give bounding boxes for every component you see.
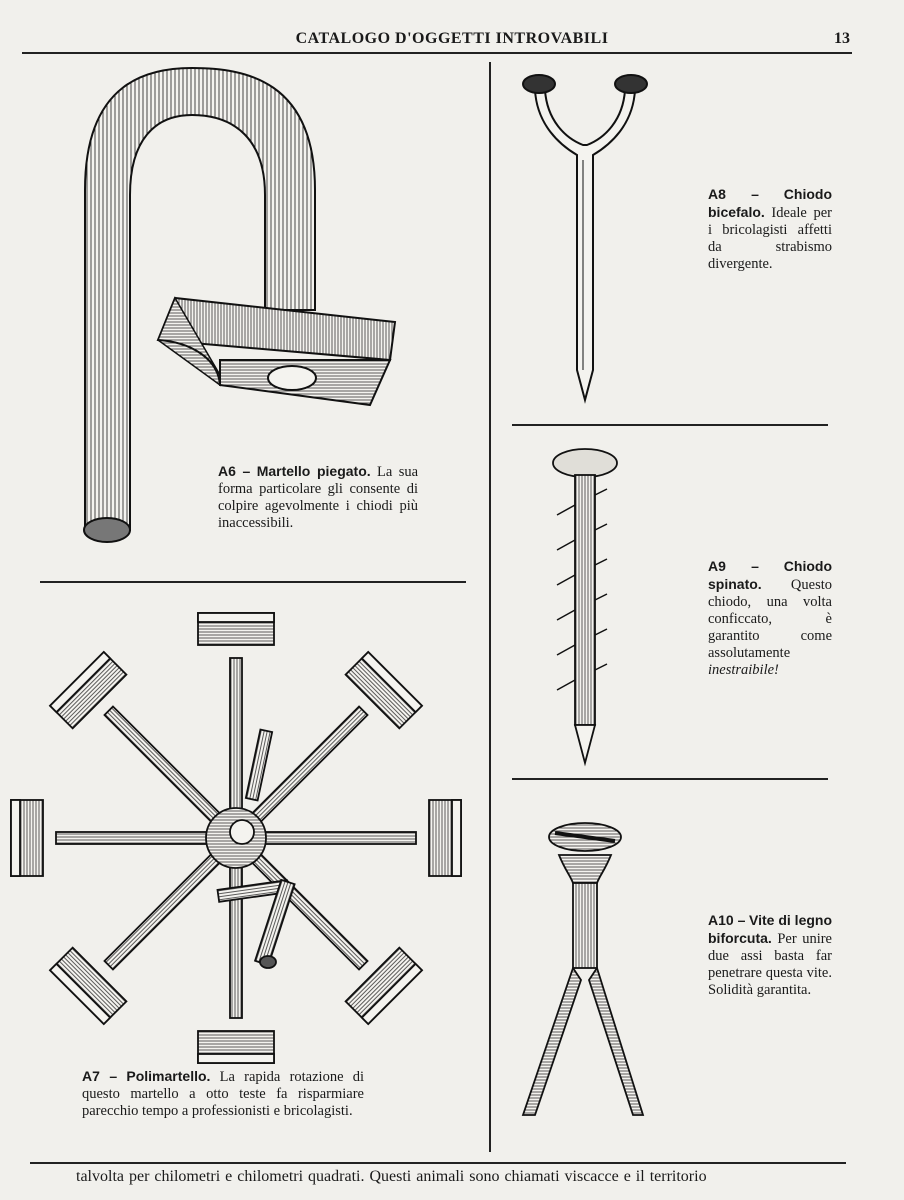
caption-a9: [708, 558, 832, 679]
text-a9: Questo chiodo, una volta conficcato, è garantito come assolutamente: [708, 577, 832, 661]
text-a7: La rapida rotazione di questo martello a otto teste fa risparmiare parecchio tempo a professionisti e bricolagisti.: [82, 1069, 365, 1119]
footer-text: talvolta per chilometri e chilometri quadrati. Questi animali sono chiamati viscacce e il territorio: [76, 1168, 707, 1185]
name-a7: Polimartello.: [126, 1068, 211, 1084]
divider-left: [40, 581, 466, 583]
caption-a7: [82, 1068, 364, 1120]
code-a8: A8 –: [708, 186, 759, 202]
divider-right-top: [512, 424, 828, 426]
code-a9: A9 –: [708, 558, 759, 574]
name-a10: Vite di legno biforcuta.: [708, 912, 833, 946]
code-a6: A6 –: [218, 463, 251, 479]
bicephalous-nail-illustration: [515, 70, 655, 410]
code-a10: A10 –: [708, 912, 746, 928]
footer-rule: [30, 1162, 846, 1164]
column-divider: [489, 62, 491, 1152]
name-a8: Chiodo bicefalo.: [708, 186, 833, 220]
name-a9: Chiodo spinato.: [708, 558, 833, 592]
code-a7: A7 –: [82, 1068, 118, 1084]
header-rule: [22, 52, 852, 54]
caption-a6: [218, 463, 418, 532]
barbed-nail-illustration: [545, 445, 625, 770]
page-title: CATALOGO D'OGGETTI INTROVABILI: [295, 30, 609, 47]
forked-screw-illustration: [515, 815, 655, 1120]
emph-a9: inestraibile!: [708, 662, 779, 678]
text-a6: La sua forma particolare gli consente di colpire agevolmente i chiodi più inaccessibili.: [218, 464, 419, 531]
page-number: 13: [834, 30, 850, 47]
text-a8: Ideale per i bricolagisti affetti da strabismo divergente.: [708, 205, 832, 272]
caption-a8: [708, 186, 832, 273]
polyhammer-illustration: [28, 600, 458, 1050]
name-a6: Martello piegato.: [256, 463, 371, 479]
text-a10: Per unire due assi basta far penetrare questa vite. Solidità garantita.: [708, 931, 832, 998]
divider-right-bottom: [512, 778, 828, 780]
caption-a10: [708, 912, 832, 999]
